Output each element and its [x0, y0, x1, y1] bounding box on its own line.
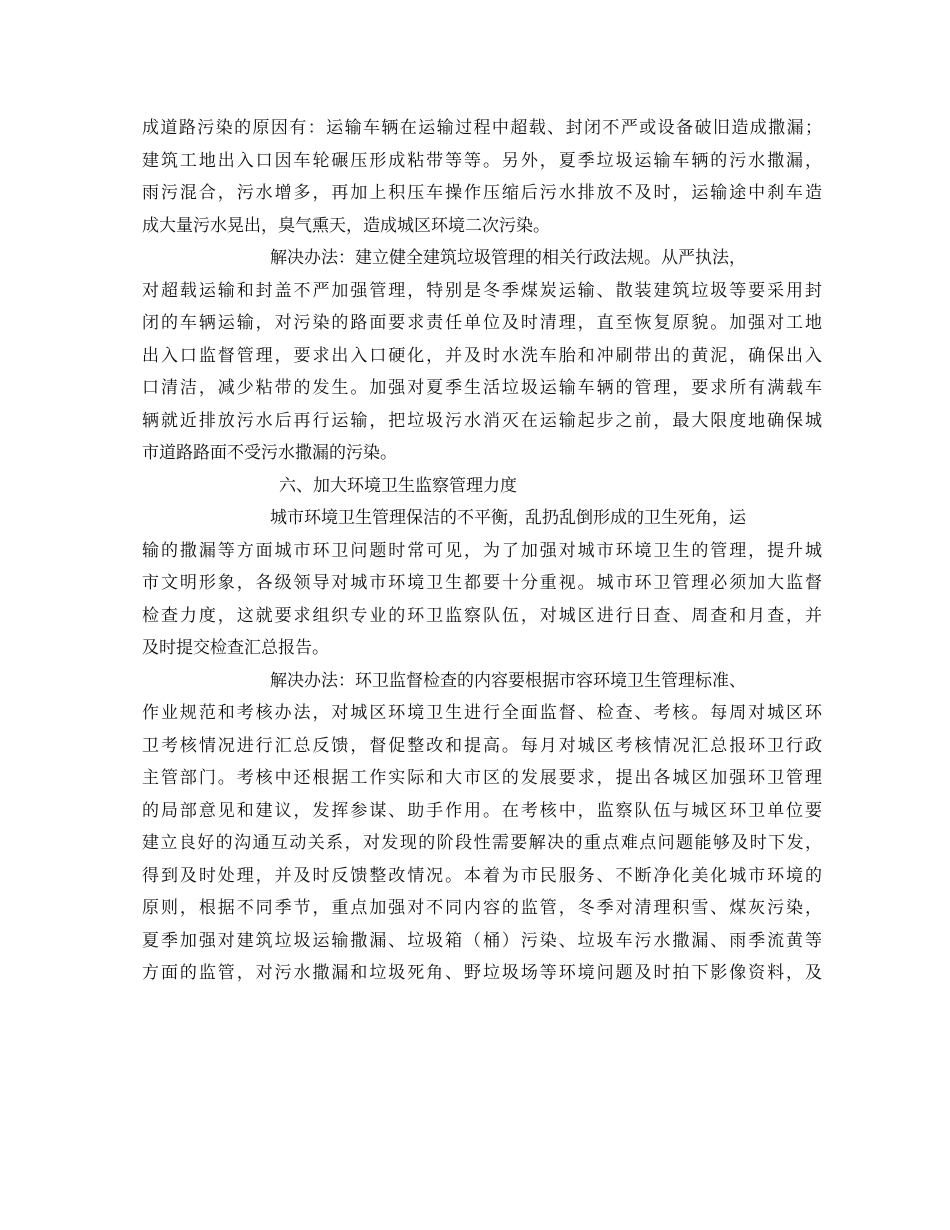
text-line: 辆就近排放污水后再行运输，把垃圾污水消灭在运输起步之前，最大限度地确保城 [142, 410, 822, 431]
text-line: 建立良好的沟通互动关系，对发现的阶段性需要解决的重点难点问题能够及时下发， [142, 833, 822, 853]
document-body [142, 112, 822, 990]
text-line: 建筑工地出入口因车轮碾压形成粘带等等。另外，夏季垃圾运输车辆的污水撒漏， [142, 150, 822, 171]
text-line: 对超载运输和封盖不严加强管理，特别是冬季煤炭运输、散装建筑垃圾等要采用封 [142, 280, 822, 301]
paragraph-first-line: 城市环境卫生管理保洁的不平衡，乱扔乱倒形成的卫生死角，运 [270, 508, 746, 528]
text-line: 输的撒漏等方面城市环卫问题时常可见，为了加强对城市环境卫生的管理，提升城 [142, 540, 822, 561]
text-line: 成大量污水晃出，臭气熏天，造成城区环境二次污染。 [142, 215, 550, 236]
text-line: 夏季加强对建筑垃圾运输撒漏、垃圾箱（桶）污染、垃圾车污水撒漏、雨季流黄等 [142, 930, 822, 951]
text-line: 原则，根据不同季节，重点加强对不同内容的监管，冬季对清理积雪、煤灰污染， [142, 898, 822, 918]
text-line: 得到及时处理，并及时反馈整改情况。本着为市民服务、不断净化美化城市环境的 [142, 865, 822, 886]
paragraph-first-line: 解决办法：建立健全建筑垃圾管理的相关行政法规。从严执法， [270, 248, 746, 268]
text-line: 市道路路面不受污水撒漏的污染。 [142, 443, 397, 463]
text-line: 出入口监督管理，要求出入口硬化，并及时水洗车胎和冲刷带出的黄泥，确保出入 [142, 345, 822, 366]
text-line: 口清洁，减少粘带的发生。加强对夏季生活垃圾运输车辆的管理，要求所有满载车 [142, 378, 822, 398]
text-line: 检查力度，这就要求组织专业的环卫监察队伍，对城区进行日查、周查和月查，并 [142, 605, 822, 626]
text-line: 及时提交检查汇总报告。 [142, 638, 329, 658]
text-line: 方面的监管，对污水撒漏和垃圾死角、野垃圾场等环境问题及时拍下影像资料，及 [142, 963, 822, 983]
text-line: 作业规范和考核办法，对城区环境卫生进行全面监督、检查、考核。每周对城区环 [142, 703, 822, 723]
text-line: 市文明形象，各级领导对城市环境卫生都要十分重视。城市环卫管理必须加大监督 [142, 573, 822, 593]
text-line: 卫考核情况进行汇总反馈，督促整改和提高。每月对城区考核情况汇总报环卫行政 [142, 735, 822, 756]
section-heading: 六、加大环境卫生监察管理力度 [279, 475, 517, 496]
text-line: 闭的车辆运输，对污染的路面要求责任单位及时清理，直至恢复原貌。加强对工地 [142, 313, 822, 333]
text-line: 成道路污染的原因有：运输车辆在运输过程中超载、封闭不严或设备破旧造成撒漏； [142, 118, 822, 138]
text-line: 雨污混合，污水增多，再加上积压车操作压缩后污水排放不及时，运输途中刹车造 [142, 183, 822, 203]
text-line: 的局部意见和建议，发挥参谋、助手作用。在考核中，监察队伍与城区环卫单位要 [142, 800, 822, 821]
text-line: 主管部门。考核中还根据工作实际和大市区的发展要求，提出各城区加强环卫管理 [142, 768, 822, 788]
paragraph-first-line: 解决办法：环卫监督检查的内容要根据市容环境卫生管理标准、 [270, 670, 746, 691]
